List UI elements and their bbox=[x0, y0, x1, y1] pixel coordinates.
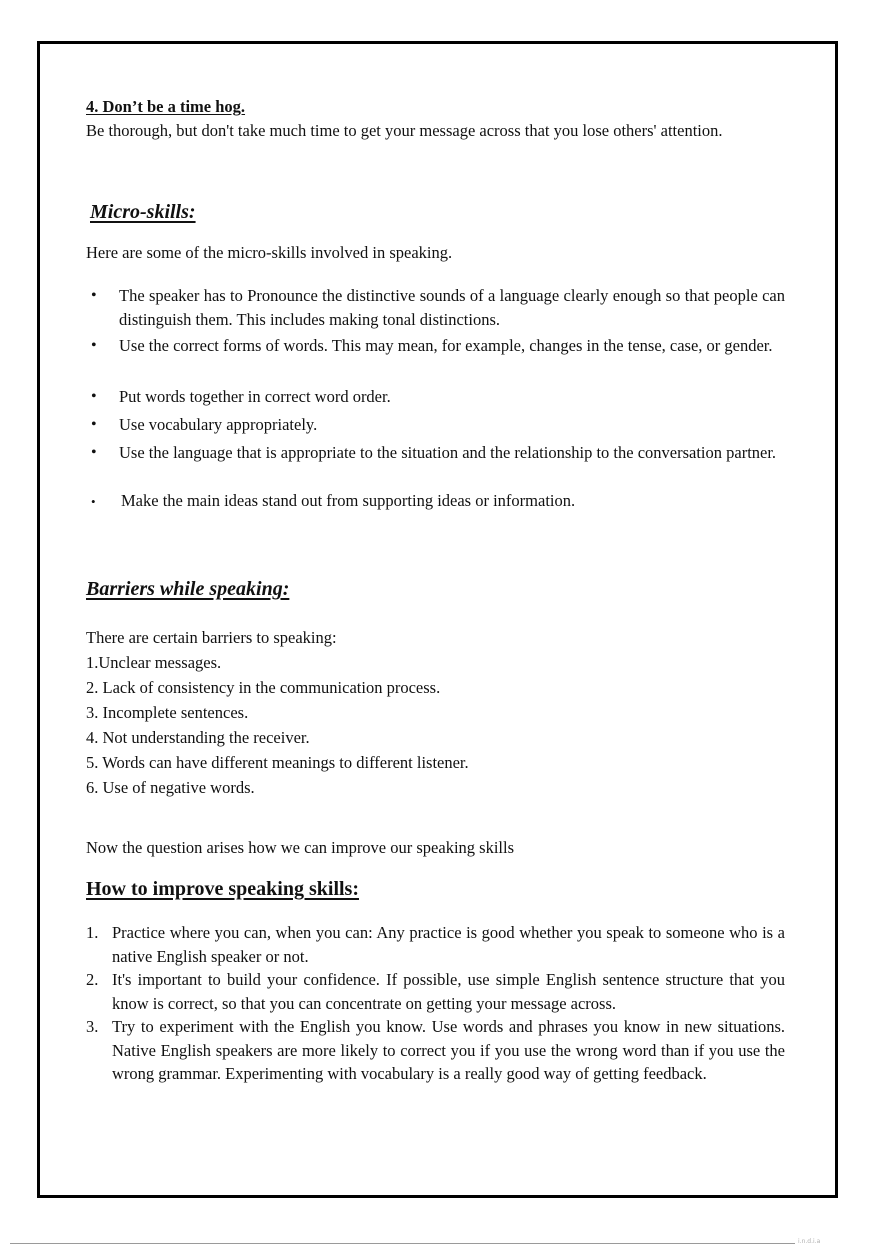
bullet-icon: • bbox=[91, 337, 97, 354]
bullet-icon: • bbox=[91, 444, 97, 461]
micro-skill-item: Make the main ideas stand out from supporting ideas or information. bbox=[121, 491, 576, 510]
improve-item: Practice where you can, when you can: Any practice is good whether you speak to someone who is a native English speaker or not. bbox=[112, 923, 785, 966]
list-number: 2. bbox=[86, 970, 99, 989]
micro-skill-item: Use the correct forms of words. This may mean, for example, changes in the tense, case, or gender. bbox=[119, 336, 773, 355]
transition-text: Now the question arises how we can improve our speaking skills bbox=[86, 838, 515, 857]
bullet-icon: • bbox=[91, 494, 96, 509]
barriers-heading: Barriers while speaking: bbox=[86, 578, 290, 600]
section-4-title: 4. Don’t be a time hog. bbox=[86, 97, 246, 116]
section-4-body: Be thorough, but don't take much time to get your message across that you lose others' attention. bbox=[86, 121, 723, 140]
micro-skills-heading: Micro-skills: bbox=[90, 201, 196, 223]
improve-heading: How to improve speaking skills: bbox=[86, 878, 359, 900]
barrier-item: 5. Words can have different meanings to different listener. bbox=[86, 753, 469, 772]
footer-divider bbox=[10, 1243, 795, 1244]
bullet-icon: • bbox=[91, 388, 97, 405]
barriers-intro: There are certain barriers to speaking: bbox=[86, 628, 337, 647]
barrier-item: 2. Lack of consistency in the communication process. bbox=[86, 678, 441, 697]
micro-skills-intro: Here are some of the micro-skills involved in speaking. bbox=[86, 243, 453, 262]
improve-item: Try to experiment with the English you know. Use words and phrases you know in new situations. Native English speakers are more likely to correct you if you use the wrong word than if you use the wrong grammar. Experimenting with vocabulary is a really good way of getting feedback. bbox=[112, 1017, 785, 1083]
barrier-item: 6. Use of negative words. bbox=[86, 778, 255, 797]
improve-item: It's important to build your confidence. If possible, use simple English sentence structure that you know is correct, so that you can concentrate on getting your message across. bbox=[112, 970, 785, 1013]
micro-skill-item: Use vocabulary appropriately. bbox=[119, 415, 318, 434]
bullet-icon: • bbox=[91, 416, 97, 433]
list-number: 3. bbox=[86, 1017, 99, 1036]
list-number: 1. bbox=[86, 923, 99, 942]
barrier-item: 1.Unclear messages. bbox=[86, 653, 222, 672]
micro-skill-item: Use the language that is appropriate to the situation and the relationship to the conversation partner. bbox=[119, 443, 777, 462]
barrier-item: 3. Incomplete sentences. bbox=[86, 703, 249, 722]
micro-skill-item: The speaker has to Pronounce the distinctive sounds of a language clearly enough so that people can distinguish them. This includes making tonal distinctions. bbox=[119, 286, 785, 329]
bullet-icon: • bbox=[91, 287, 97, 304]
footer-mark: i.n.d.i.a bbox=[798, 1238, 821, 1245]
micro-skill-item: Put words together in correct word order. bbox=[119, 387, 391, 406]
barrier-item: 4. Not understanding the receiver. bbox=[86, 728, 310, 747]
